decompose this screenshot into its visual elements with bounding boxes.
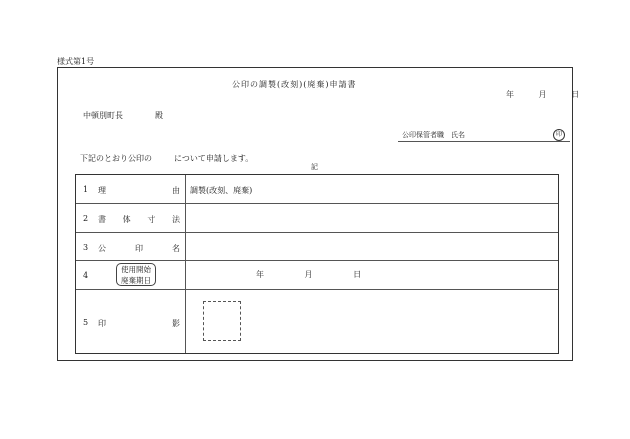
disposal-date-label: 廃棄期日 bbox=[121, 276, 151, 285]
row-number: 4 bbox=[83, 271, 89, 280]
label-cell bbox=[76, 175, 186, 203]
label-char: 体 bbox=[122, 215, 131, 224]
row-label bbox=[98, 185, 180, 196]
seal-impression-box bbox=[203, 301, 241, 341]
table-row-seal-impression bbox=[76, 289, 558, 353]
request-sentence-before: 下記のとおり公印の bbox=[80, 154, 152, 163]
applicant-signature-line bbox=[398, 141, 570, 142]
label-cell bbox=[76, 204, 186, 232]
month-label: 月 bbox=[304, 270, 313, 279]
label-char: 法 bbox=[171, 215, 180, 224]
label-char: 名 bbox=[172, 244, 180, 253]
period-label-box bbox=[116, 263, 156, 286]
year-label: 年 bbox=[256, 270, 264, 279]
label-char: 影 bbox=[172, 319, 180, 328]
application-table bbox=[75, 174, 559, 354]
row-label bbox=[98, 318, 180, 329]
date-line bbox=[506, 91, 579, 99]
start-use-label: 使用開始 bbox=[121, 265, 151, 274]
label-cell bbox=[76, 290, 186, 353]
label-cell bbox=[76, 233, 186, 260]
addressee-honorific: 殿 bbox=[155, 111, 163, 120]
row-number: 1 bbox=[83, 185, 89, 194]
row-label bbox=[98, 243, 180, 254]
month-label: 月 bbox=[538, 90, 547, 99]
label-char: 公 bbox=[98, 244, 106, 253]
addressee bbox=[83, 112, 163, 120]
period-date bbox=[256, 271, 361, 279]
seal-mark: 印 bbox=[553, 129, 565, 141]
row-label bbox=[98, 214, 180, 225]
addressee-name: 中頓別町長 bbox=[83, 111, 123, 120]
label-char: 理 bbox=[98, 186, 106, 195]
form-number: 様式第1号 bbox=[57, 57, 95, 66]
row-number: 3 bbox=[83, 243, 89, 252]
row-number: 2 bbox=[83, 214, 89, 223]
reason-value: 調製(改刻、廃棄) bbox=[190, 186, 253, 195]
row-number: 5 bbox=[83, 318, 89, 327]
request-sentence bbox=[80, 155, 253, 163]
day-label: 日 bbox=[353, 270, 362, 279]
label-cell bbox=[76, 261, 186, 289]
day-label: 日 bbox=[571, 90, 580, 99]
label-char: 印 bbox=[135, 244, 143, 253]
applicant-label: 公印保管者職 氏名 bbox=[402, 131, 465, 139]
year-label: 年 bbox=[506, 90, 514, 99]
form-title: 公印の調製(改刻)(廃棄)申請書 bbox=[232, 80, 357, 89]
table-row-seal-name bbox=[76, 232, 558, 260]
table-row-start-disposal-date bbox=[76, 260, 558, 289]
label-char: 寸 bbox=[147, 215, 156, 224]
label-char: 印 bbox=[98, 319, 106, 328]
table-row-font-size bbox=[76, 203, 558, 232]
request-sentence-after: について申請します。 bbox=[174, 154, 254, 163]
label-char: 書 bbox=[98, 215, 106, 224]
table-row-reason bbox=[76, 175, 558, 203]
label-char: 由 bbox=[172, 186, 180, 195]
ki-label: 記 bbox=[311, 163, 318, 171]
